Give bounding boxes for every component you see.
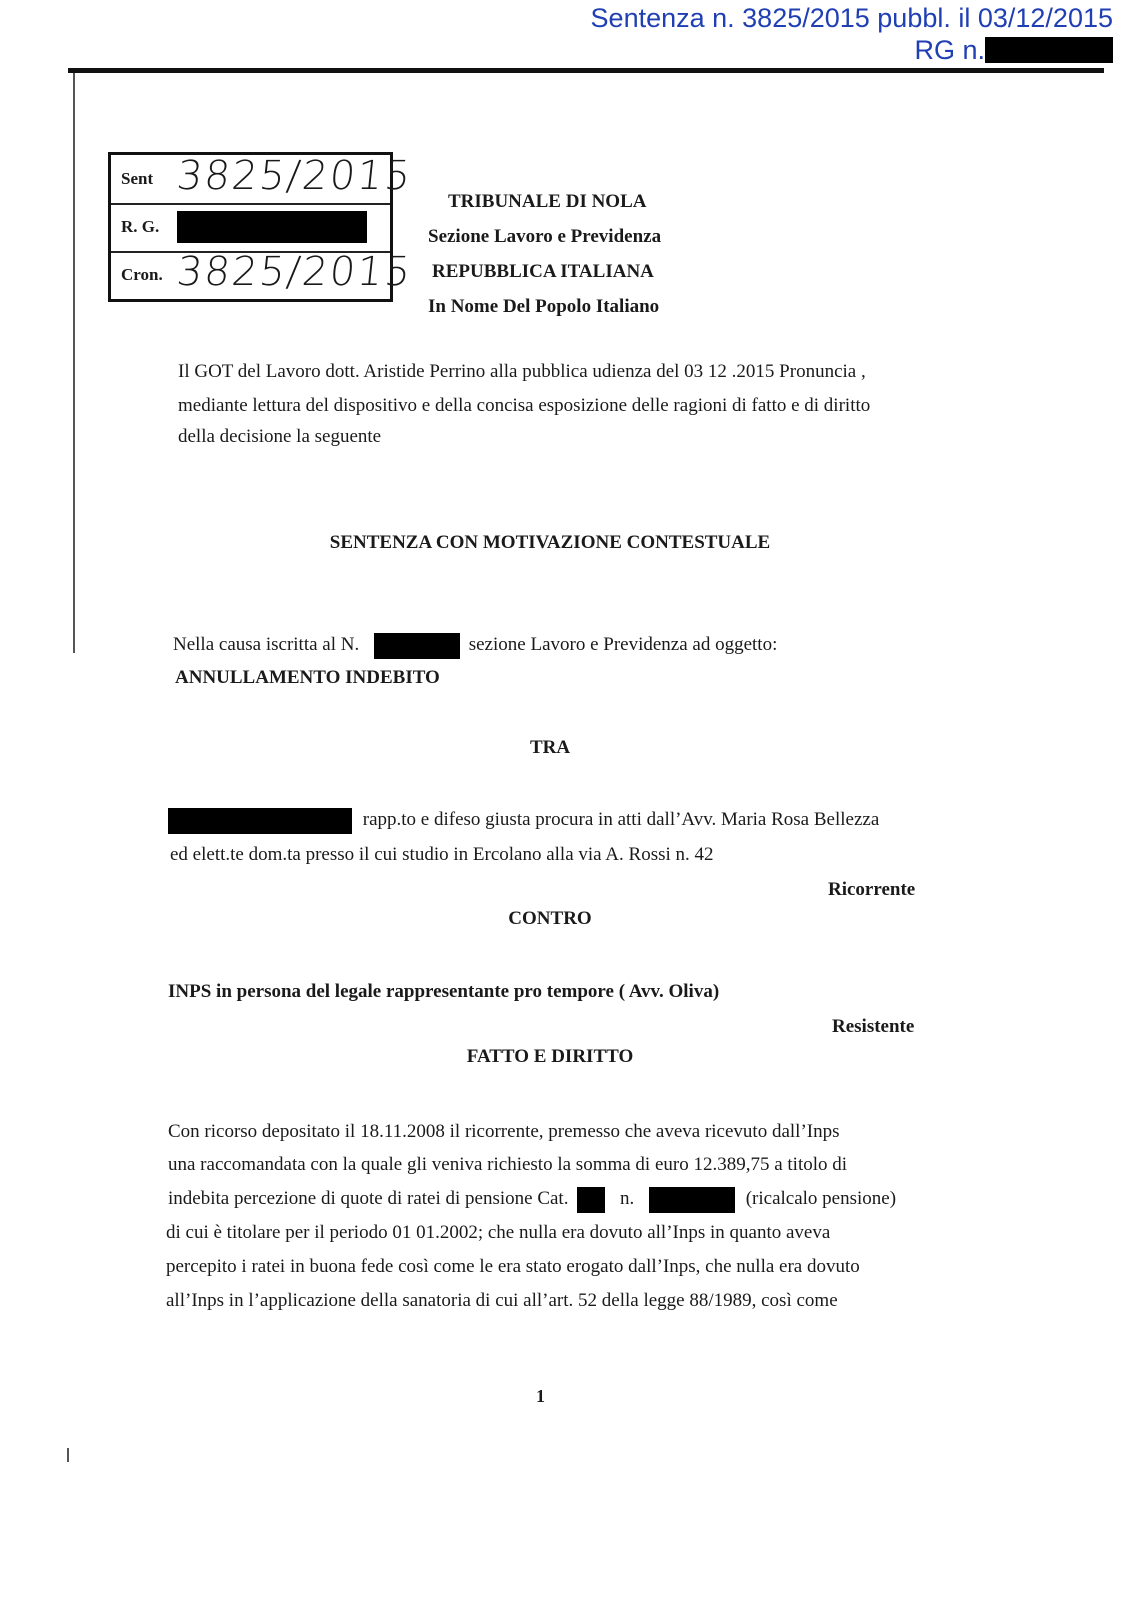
sentenza-publication-line: Sentenza n. 3825/2015 pubbl. il 03/12/2015 xyxy=(590,3,1113,33)
ricorrente-line-2: ed elett.te dom.ta presso il cui studio in Ercolano alla via A. Rossi n. 42 xyxy=(170,844,714,865)
rg-label: RG n. xyxy=(914,35,985,65)
margin-tick xyxy=(67,1448,69,1462)
tra-heading: TRA xyxy=(529,737,571,758)
publication-stamp xyxy=(591,2,1113,66)
cron-label: Cron. xyxy=(121,265,163,284)
sent-handwritten-number: 3825/2015 xyxy=(174,153,415,199)
court-heading xyxy=(428,184,661,324)
resistente-line: INPS in persona del legale rappresentante pro tempore ( Avv. Oliva) xyxy=(168,981,720,1002)
ricorrente-role: Ricorrente xyxy=(828,879,916,900)
rg-box-label: R. G. xyxy=(121,217,160,236)
body-line-3-c: (ricalcalo pensione) xyxy=(745,1188,897,1209)
ricorrente-line-1 xyxy=(168,804,879,836)
causa-prefix: Nella causa iscritta al N. xyxy=(173,634,360,655)
body-line-4: di cui è titolare per il periodo 01 01.2002; che nulla era dovuto all’Inps in quanto aveva xyxy=(166,1222,831,1243)
body-line-3 xyxy=(168,1183,896,1215)
redaction-pension-number xyxy=(649,1187,735,1213)
rg-row xyxy=(111,203,390,253)
causa-oggetto: ANNULLAMENTO INDEBITO xyxy=(175,667,440,688)
body-line-5: percepito i ratei in buona fede così come le era stato erogato dall’Inps, che nulla era dovuto xyxy=(166,1256,860,1277)
intro-line-1: Il GOT del Lavoro dott. Aristide Perrino alla pubblica udienza del 03 12 .2015 Pronuncia , xyxy=(178,361,866,382)
body-line-3-a: indebita percezione di quote di ratei di pensione Cat. xyxy=(168,1188,569,1209)
court-section: Sezione Lavoro e Previdenza xyxy=(428,226,662,247)
sentenza-title: SENTENZA CON MOTIVAZIONE CONTESTUALE xyxy=(329,532,771,553)
left-margin-rule xyxy=(73,73,75,653)
rg-line xyxy=(591,34,1113,66)
redaction-pension-category xyxy=(577,1187,605,1213)
redaction-rg-box xyxy=(177,211,367,243)
cron-row xyxy=(111,249,415,299)
body-line-3-b: n. xyxy=(619,1188,635,1209)
causa-line xyxy=(173,629,777,661)
body-line-2: una raccomandata con la quale gli veniva richiesto la somma di euro 12.389,75 a titolo di xyxy=(168,1154,848,1175)
sent-row xyxy=(111,153,415,205)
sent-label: Sent xyxy=(121,169,154,188)
republic-line: REPUBBLICA ITALIANA xyxy=(432,261,654,282)
court-name: TRIBUNALE DI NOLA xyxy=(448,191,647,212)
body-line-1: Con ricorso depositato il 18.11.2008 il ricorrente, premesso che aveva ricevuto dall’Inps xyxy=(168,1121,840,1142)
ricorrente-counsel: rapp.to e difeso giusta procura in atti dall’Avv. Maria Rosa Bellezza xyxy=(362,809,880,830)
resistente-role: Resistente xyxy=(832,1016,915,1037)
registry-stamp-box xyxy=(108,152,415,302)
top-rule xyxy=(68,68,1104,73)
body-line-6: all’Inps in l’applicazione della sanatoria di cui all’art. 52 della legge 88/1989, così come xyxy=(166,1290,838,1311)
causa-suffix: sezione Lavoro e Previdenza ad oggetto: xyxy=(468,634,778,655)
redaction-ricorrente-name xyxy=(168,808,352,834)
fatto-diritto-heading: FATTO E DIRITTO xyxy=(466,1046,634,1067)
contro-heading: CONTRO xyxy=(508,908,592,929)
intro-line-3: della decisione la seguente xyxy=(178,426,382,447)
intro-line-2: mediante lettura del dispositivo e della concisa esposizione delle ragioni di fatto e di diritto xyxy=(178,395,871,416)
cron-handwritten-number: 3825/2015 xyxy=(174,249,415,295)
people-line: In Nome Del Popolo Italiano xyxy=(428,296,660,317)
redaction-rg-number xyxy=(985,37,1113,63)
redaction-causa-number xyxy=(374,633,460,659)
page-number: 1 xyxy=(536,1386,545,1406)
